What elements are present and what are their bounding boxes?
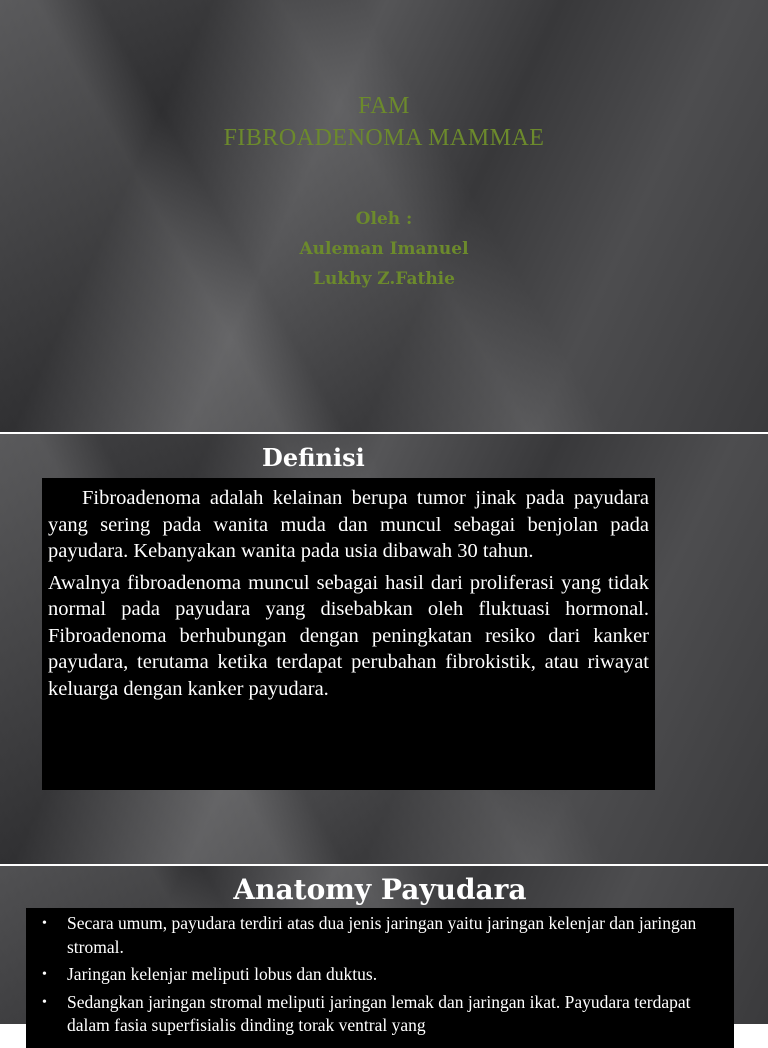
bullet-text: Jaringan kelenjar meliputi lobus dan duktus. [67, 964, 378, 984]
definition-text-box [42, 478, 655, 790]
definition-heading: Definisi [262, 443, 365, 472]
anatomy-bullet-list [42, 912, 724, 1038]
author-block [0, 204, 768, 294]
bullet-icon: • [42, 994, 47, 1010]
anatomy-heading: Anatomy Payudara [233, 873, 527, 906]
author-name-1: Auleman Imanuel [299, 239, 469, 259]
presentation-title [0, 90, 768, 154]
bullet-icon: • [42, 967, 47, 982]
definition-paragraph-2: Awalnya fibroadenoma muncul sebagai hasil dari proliferasi yang tidak normal pada payudara yang disebabkan oleh fluktuasi hormonal. Fibroadenoma berhubungan dengan peningkatan resiko dari kanker payudara, terutama ketika terdapat perubahan fibrokistik, atau riwayat keluarga dengan kanker payudara. [48, 571, 649, 700]
title-line-full: FIBROADENOMA MAMMAE [223, 125, 545, 151]
bullet-text: Sedangkan jaringan stromal meliputi jaringan lemak dan jaringan ikat. Payudara terdapat dalam fasia superfisialis dinding torak ventral yang [67, 991, 691, 1035]
bullet-text: Secara umum, payudara terdiri atas dua jenis jaringan yaitu jaringan kelenjar dan jaringan stromal. [67, 913, 697, 957]
author-label: Oleh : [355, 209, 413, 229]
definition-slide [0, 434, 768, 864]
anatomy-slide [0, 866, 768, 1035]
list-item [42, 912, 724, 959]
list-item [42, 991, 724, 1038]
list-item [42, 963, 724, 987]
definition-paragraph-1: Fibroadenoma adalah kelainan berupa tumor jinak pada payudara yang sering pada wanita muda dan muncul sebagai benjolan pada payudara. Kebanyakan wanita pada usia dibawah 30 tahun. [48, 487, 649, 562]
title-line-abbrev: FAM [358, 93, 410, 119]
author-name-2: Lukhy Z.Fathie [313, 269, 455, 289]
bullet-icon: • [42, 916, 47, 931]
title-slide [0, 0, 768, 432]
anatomy-text-box [26, 908, 734, 1048]
